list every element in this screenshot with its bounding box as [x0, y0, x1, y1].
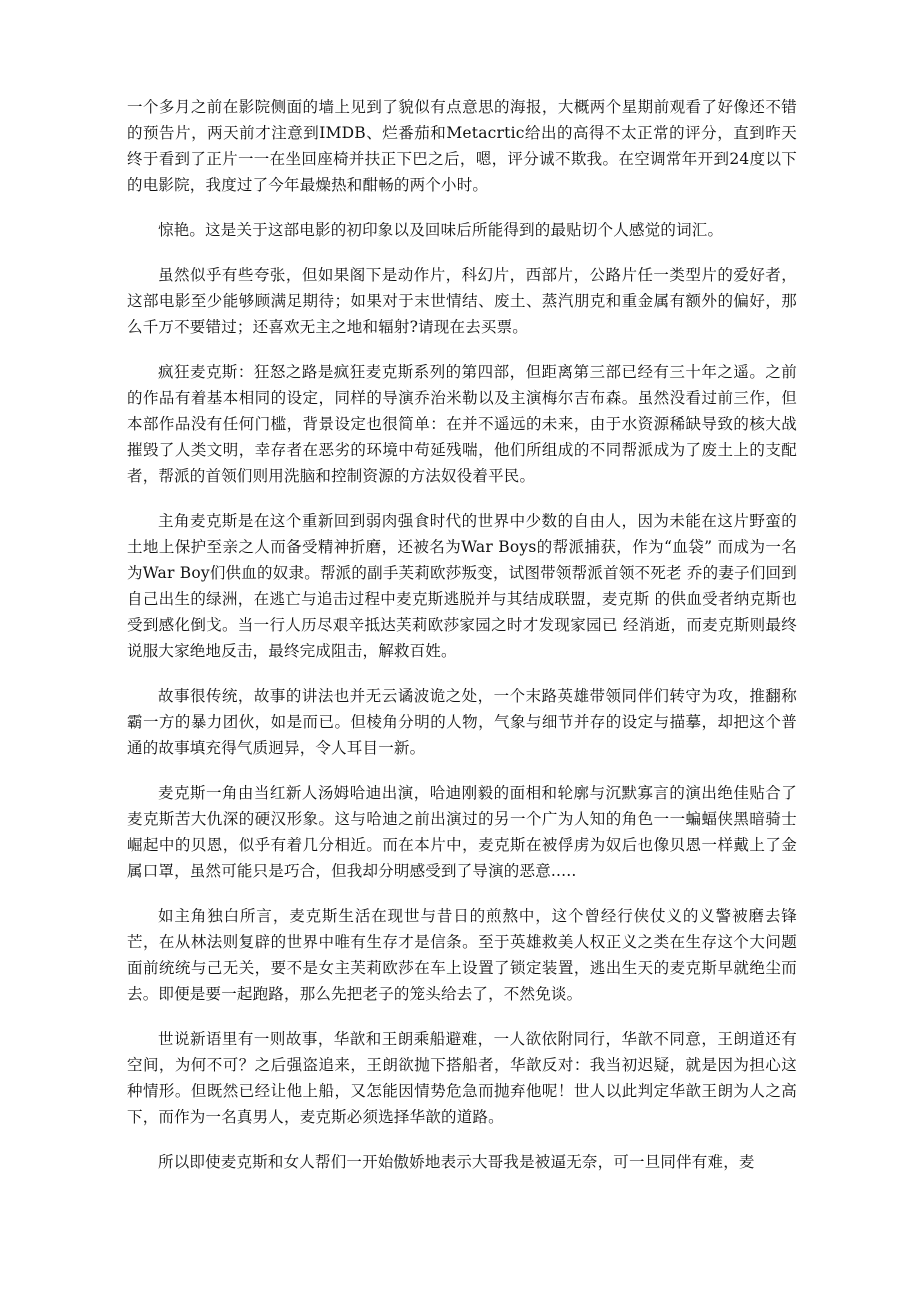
- paragraph-2: 惊艳。这是关于这部电影的初印象以及回味后所能得到的最贴切个人感觉的词汇。: [158, 221, 724, 239]
- paragraph-6: 故事很传统，故事的讲法也并无云谲波诡之处，一个末路英雄带领同伴们转守为攻，推翻称霸一方的暴力团伙，如是而已。但棱角分明的人物，气象与细节并存的设定与描摹，却把这个普通的故事填充得气质迥异，令人耳目一新。: [127, 687, 797, 757]
- paragraph-1: 一个多月之前在影院侧面的墙上见到了貌似有点意思的海报，大概两个星期前观看了好像还不错的预告片，两天前才注意到IMDB、烂番茄和Metacrtic给出的高得不太正常的评分，直到昨天终于看到了正片一一在坐回座椅并扶正下巴之后，嗯，评分诚不欺我。在空调常年开到24度以下的电影院，我度过了今年最燥热和酣畅的两个小时。: [127, 98, 797, 194]
- paragraph-4: 疯狂麦克斯：狂怒之路是疯狂麦克斯系列的第四部，但距离第三部已经有三十年之遥。之前的作品有着基本相同的设定，同样的导演乔治米勒以及主演梅尔吉布森。虽然没看过前三作，但本部作品没有任何门槛，背景设定也很简单：在并不遥远的未来，由于水资源稀缺导致的核大战摧毁了人类文明，幸存者在恶劣的环境中苟延残喘，他们所组成的不同帮派成为了废土上的支配者，帮派的首领们则用洗脑和控制资源的方法奴役着平民。: [127, 363, 797, 485]
- paragraph-8: 如主角独白所言，麦克斯生活在现世与昔日的煎熬中，这个曾经行侠仗义的义警被磨去锋芒，在从林法则复辟的世界中唯有生存才是信条。至于英雄救美人权正义之类在生存这个大问题面前统统与己无关，要不是女主芙莉欧莎在车上设置了锁定装置，逃出生天的麦克斯早就绝尘而去。即便是要一起跑路，那么先把老子的笼头给去了，不然免谈。: [127, 907, 797, 1003]
- paragraph-7: 麦克斯一角由当红新人汤姆哈迪出演，哈迪刚毅的面相和轮廓与沉默寡言的演出绝佳贴合了麦克斯苦大仇深的硬汉形象。这与哈迪之前出演过的另一个广为人知的角色一一蝙蝠侠黑暗骑士崛起中的贝恩，似乎有着几分相近。而在本片中，麦克斯在被俘虏为奴后也像贝恩一样戴上了金属口罩，虽然可能只是巧合，但我却分明感受到了导演的恶意.....: [127, 784, 797, 880]
- paragraph-9: 世说新语里有一则故事，华歆和王朗乘船避难，一人欲依附同行，华歆不同意，王朗道还有空间，为何不可？之后强盗追来，王朗欲抛下搭船者，华歆反对：我当初迟疑，就是因为担心这种情形。但既然已经让他上船，又怎能因情势危急而抛弃他呢！世人以此判定华歆王朗为人之高下，而作为一名真男人，麦克斯必须选择华歆的道路。: [127, 1030, 797, 1126]
- article-body: [127, 94, 797, 1194]
- paragraph-3: 虽然似乎有些夸张，但如果阁下是动作片，科幻片，西部片，公路片任一类型片的爱好者，这部电影至少能够顾满足期待；如果对于末世情结、废土、蒸汽朋克和重金属有额外的偏好，那么千万不要错过；还喜欢无主之地和辐射?请现在去买票。: [127, 266, 797, 336]
- paragraph-10: 所以即使麦克斯和女人帮们一开始傲娇地表示大哥我是被逼无奈，可一旦同伴有难，麦: [158, 1153, 755, 1171]
- paragraph-5: 主角麦克斯是在这个重新回到弱肉强食时代的世界中少数的自由人，因为未能在这片野蛮的土地上保护至亲之人而备受精神折磨，还被名为War Boys的帮派捕获，作为“血袋” 而成为一名为War Boy们供血的奴隶。帮派的副手芙莉欧莎叛变，试图带领帮派首领不死老 乔的妻子们回到自己出生的绿洲，在逃亡与追击过程中麦克斯逃脱并与其结成联盟，麦克斯 的供血受者纳克斯也受到感化倒戈。当一行人历尽艰辛抵达芙莉欧莎家园之时才发现家园已 经消逝，而麦克斯则最终说服大家绝地反击，最终完成阻击，解救百姓。: [127, 512, 797, 660]
